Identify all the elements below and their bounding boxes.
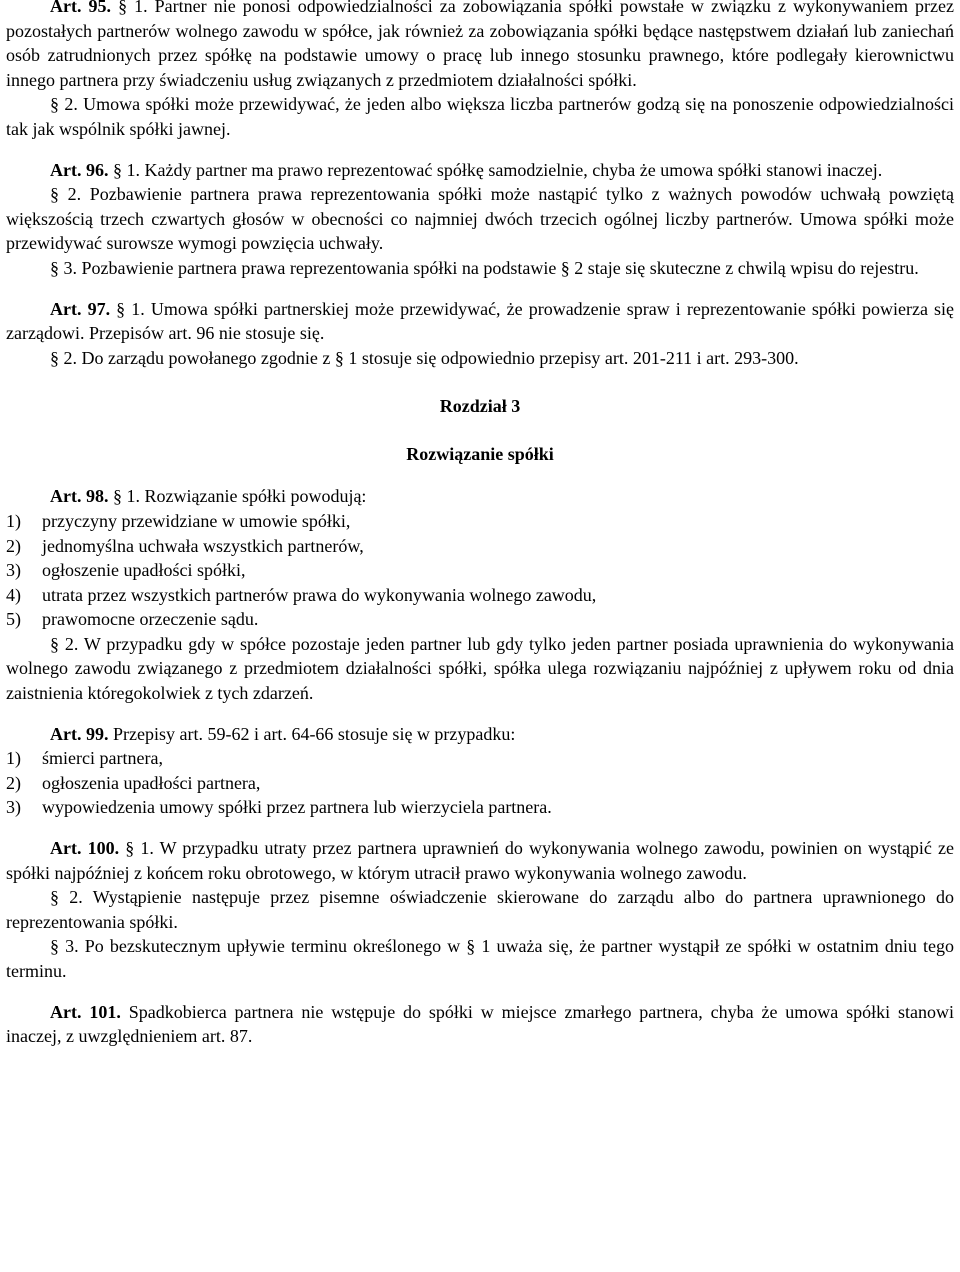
art-98-par-1-text: § 1. Rozwiązanie spółki powodują:: [112, 486, 367, 507]
art-100-number: Art. 100.: [50, 838, 120, 859]
art-98-par-1: [6, 484, 954, 509]
chapter-number: Rozdział 3: [439, 396, 521, 417]
list-item: [6, 795, 954, 820]
art-99-par-1-text: Przepisy art. 59-62 i art. 64-66 stosuje się w przypadku:: [112, 723, 516, 744]
art-95-par-2: § 2. Umowa spółki może przewidywać, że jeden albo większa liczba partnerów godzą się na ponoszenie odpowiedzialności tak jak wspólnik spółki jawnej.: [6, 94, 954, 139]
chapter-title: Rozwiązanie spółki: [406, 444, 554, 465]
list-item: [6, 534, 954, 559]
list-item: [6, 509, 954, 534]
list-item: [6, 607, 954, 632]
art-95-par-1-text: § 1. Partner nie ponosi odpowiedzialności za zobowiązania spółki powstałe w związku z wykonywaniem przez pozostałych partnerów wolnego zawodu w spółce, jak również za zobowiązania spółki będące następstwem działań lub zaniechań osób zatrudnionych przez spółkę na podstawie umowy o pracę lub innego stosunku prawnego, które podlegały kierownictwu innego partnera przy świadczeniu usług związanych z przedmiotem działalności spółki.: [6, 0, 954, 90]
art-97-par-1: [6, 297, 954, 346]
art-99-par-1: [6, 722, 954, 747]
list-item-number: 3): [6, 560, 21, 581]
list-item-number: 1): [6, 510, 21, 531]
list-item-text: prawomocne orzeczenie sądu.: [42, 609, 259, 630]
art-101-par-1-text: Spadkobierca partnera nie wstępuje do spółki w miejsce zmarłego partnera, chyba że umowa spółki stanowi inaczej, z uwzględnieniem art. 87.: [6, 1001, 955, 1047]
art-98-list: [6, 509, 954, 632]
list-item-number: 1): [6, 748, 21, 769]
art-101-number: Art. 101.: [50, 1001, 121, 1022]
list-item-text: ogłoszenia upadłości partnera,: [42, 772, 261, 793]
art-99-list: [6, 746, 954, 820]
art-100-par-1-text: § 1. W przypadku utraty przez partnera uprawnień do wykonywania wolnego zawodu, powinien on wystąpić ze spółki najpóźniej z końcem roku obrotowego, w którym utracił prawo wykonywania wolnego zawodu.: [6, 838, 955, 883]
art-96-par-1-text: § 1. Każdy partner ma prawo reprezentować spółkę samodzielnie, chyba że umowa spółki stanowi inaczej.: [112, 159, 883, 180]
art-100-par-1: [6, 836, 954, 885]
list-item-number: 2): [6, 535, 21, 556]
list-item-text: jednomyślna uchwała wszystkich partnerów,: [42, 535, 364, 556]
list-item: [6, 771, 954, 796]
art-98-number: Art. 98.: [50, 486, 109, 507]
art-97-par-2: § 2. Do zarządu powołanego zgodnie z § 1 stosuje się odpowiednio przepisy art. 201-211 i art. 293-300.: [50, 347, 799, 368]
list-item-number: 4): [6, 584, 21, 605]
art-98-par-2: § 2. W przypadku gdy w spółce pozostaje jeden partner lub gdy tylko jeden partner posiada uprawnienia do wykonywania wolnego zawodu związanego z przedmiotem działalności spółki, spółka ulega rozwiązaniu najpóźniej z upływem roku od dnia zaistnienia któregokolwiek z tych zdarzeń.: [6, 633, 954, 704]
list-item: [6, 583, 954, 608]
list-item-text: ogłoszenie upadłości spółki,: [42, 560, 246, 581]
list-item-text: wypowiedzenia umowy spółki przez partnera lub wierzyciela partnera.: [42, 797, 552, 818]
list-item-text: przyczyny przewidziane w umowie spółki,: [42, 510, 351, 531]
list-item: [6, 746, 954, 771]
art-99-number: Art. 99.: [50, 723, 109, 744]
art-100-par-3: § 3. Po bezskutecznym upływie terminu określonego w § 1 uważa się, że partner wystąpił ze spółki w ostatnim dniu tego terminu.: [6, 936, 954, 981]
list-item-text: śmierci partnera,: [42, 748, 163, 769]
art-95-par-1: [6, 0, 954, 92]
art-96-par-3: § 3. Pozbawienie partnera prawa reprezentowania spółki na podstawie § 2 staje się skuteczne z chwilą wpisu do rejestru.: [50, 257, 919, 278]
list-item: [6, 558, 954, 583]
art-95-number: Art. 95.: [50, 0, 112, 16]
art-101-par-1: [6, 1000, 954, 1049]
art-97-number: Art. 97.: [50, 298, 111, 319]
list-item-number: 3): [6, 797, 21, 818]
art-96-number: Art. 96.: [50, 159, 109, 180]
art-96-par-2: § 2. Pozbawienie partnera prawa reprezentowania spółki może nastąpić tylko z ważnych powodów uchwałą powziętą większością trzech czwartych głosów w obecności co najmniej dwóch trzecich ogólnej liczby partnerów. Umowa spółki może przewidywać surowsze wymogi powzięcia uchwały.: [6, 184, 954, 254]
art-96-par-1: [6, 158, 954, 183]
list-item-number: 5): [6, 609, 21, 630]
art-100-par-2: § 2. Wystąpienie następuje przez pisemne oświadczenie skierowane do zarządu albo do partnera uprawnionego do reprezentowania spółki.: [6, 887, 954, 932]
list-item-text: utrata przez wszystkich partnerów prawa do wykonywania wolnego zawodu,: [42, 584, 597, 605]
list-item-number: 2): [6, 772, 21, 793]
art-97-par-1-text: § 1. Umowa spółki partnerskiej może przewidywać, że prowadzenie spraw i reprezentowanie spółki powierza się zarządowi. Przepisów art. 96 nie stosuje się.: [6, 298, 955, 344]
